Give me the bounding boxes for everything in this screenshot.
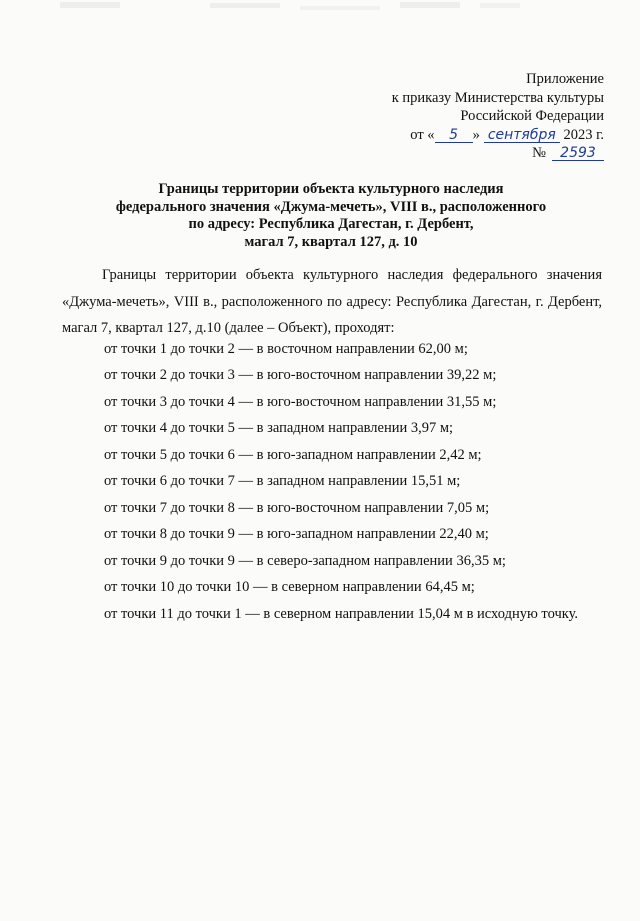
list-item: от точки 9 до точки 9 — в северо-западном направлении 36,35 м; (104, 552, 506, 569)
date-mid: » (472, 126, 480, 143)
list-item: от точки 1 до точки 2 — в восточном направлении 62,00 м; (104, 340, 468, 357)
document-body (62, 262, 602, 633)
appendix-header (274, 70, 604, 163)
list-item: от точки 11 до точки 1 — в северном направлении 15,04 м в исходную точку. (104, 605, 579, 622)
date-month-handwritten: сентября (484, 128, 560, 143)
list-item: от точки 3 до точки 4 — в юго-восточном направлении 31,55 м; (104, 393, 497, 410)
order-ministry-line: к приказу Министерства культуры (391, 89, 604, 106)
intro-paragraph: Границы территории объекта культурного наследия федерального значения «Джума-мечеть», VIII в., расположенного по адресу: Республика Дагестан, г. Дербент, магал 7, квартал 127, д.10 (далее – Объект), проходят: (62, 267, 602, 336)
list-item: от точки 10 до точки 10 — в северном направлении 64,45 м; (104, 579, 475, 595)
title-line-2: федерального значения «Джума-мечеть», VIII в., расположенного (115, 198, 547, 215)
appendix-label: Приложение (526, 71, 604, 87)
title-line-4: магал 7, квартал 127, д. 10 (244, 233, 418, 250)
list-item: от точки 7 до точки 8 — в юго-восточном направлении 7,05 м; (104, 499, 490, 516)
order-number-handwritten: 2593 (552, 146, 604, 161)
date-year: 2023 г. (563, 126, 604, 143)
list-item: от точки 6 до точки 7 — в западном направлении 15,51 м; (104, 473, 461, 489)
date-prefix: от « (410, 126, 435, 143)
date-day-handwritten: 5 (435, 128, 473, 143)
scan-artifact (0, 0, 640, 40)
order-country-line: Российской Федерации (460, 108, 604, 124)
document-title (96, 181, 566, 251)
list-item: от точки 4 до точки 5 — в западном направлении 3,97 м; (104, 420, 454, 436)
list-item: от точки 5 до точки 6 — в юго-западном направлении 2,42 м; (104, 446, 482, 463)
order-date-line (274, 126, 604, 145)
list-item: от точки 2 до точки 3 — в юго-восточном направлении 39,22 м; (104, 367, 497, 383)
title-line-3: по адресу: Республика Дагестан, г. Дербент, (188, 216, 474, 232)
boundary-list (62, 342, 602, 634)
order-number-line (274, 144, 604, 163)
title-line-1: Границы территории объекта культурного наследия (158, 181, 504, 197)
number-prefix: № (532, 145, 546, 161)
list-item: от точки 8 до точки 9 — в юго-западном направлении 22,40 м; (104, 526, 489, 542)
